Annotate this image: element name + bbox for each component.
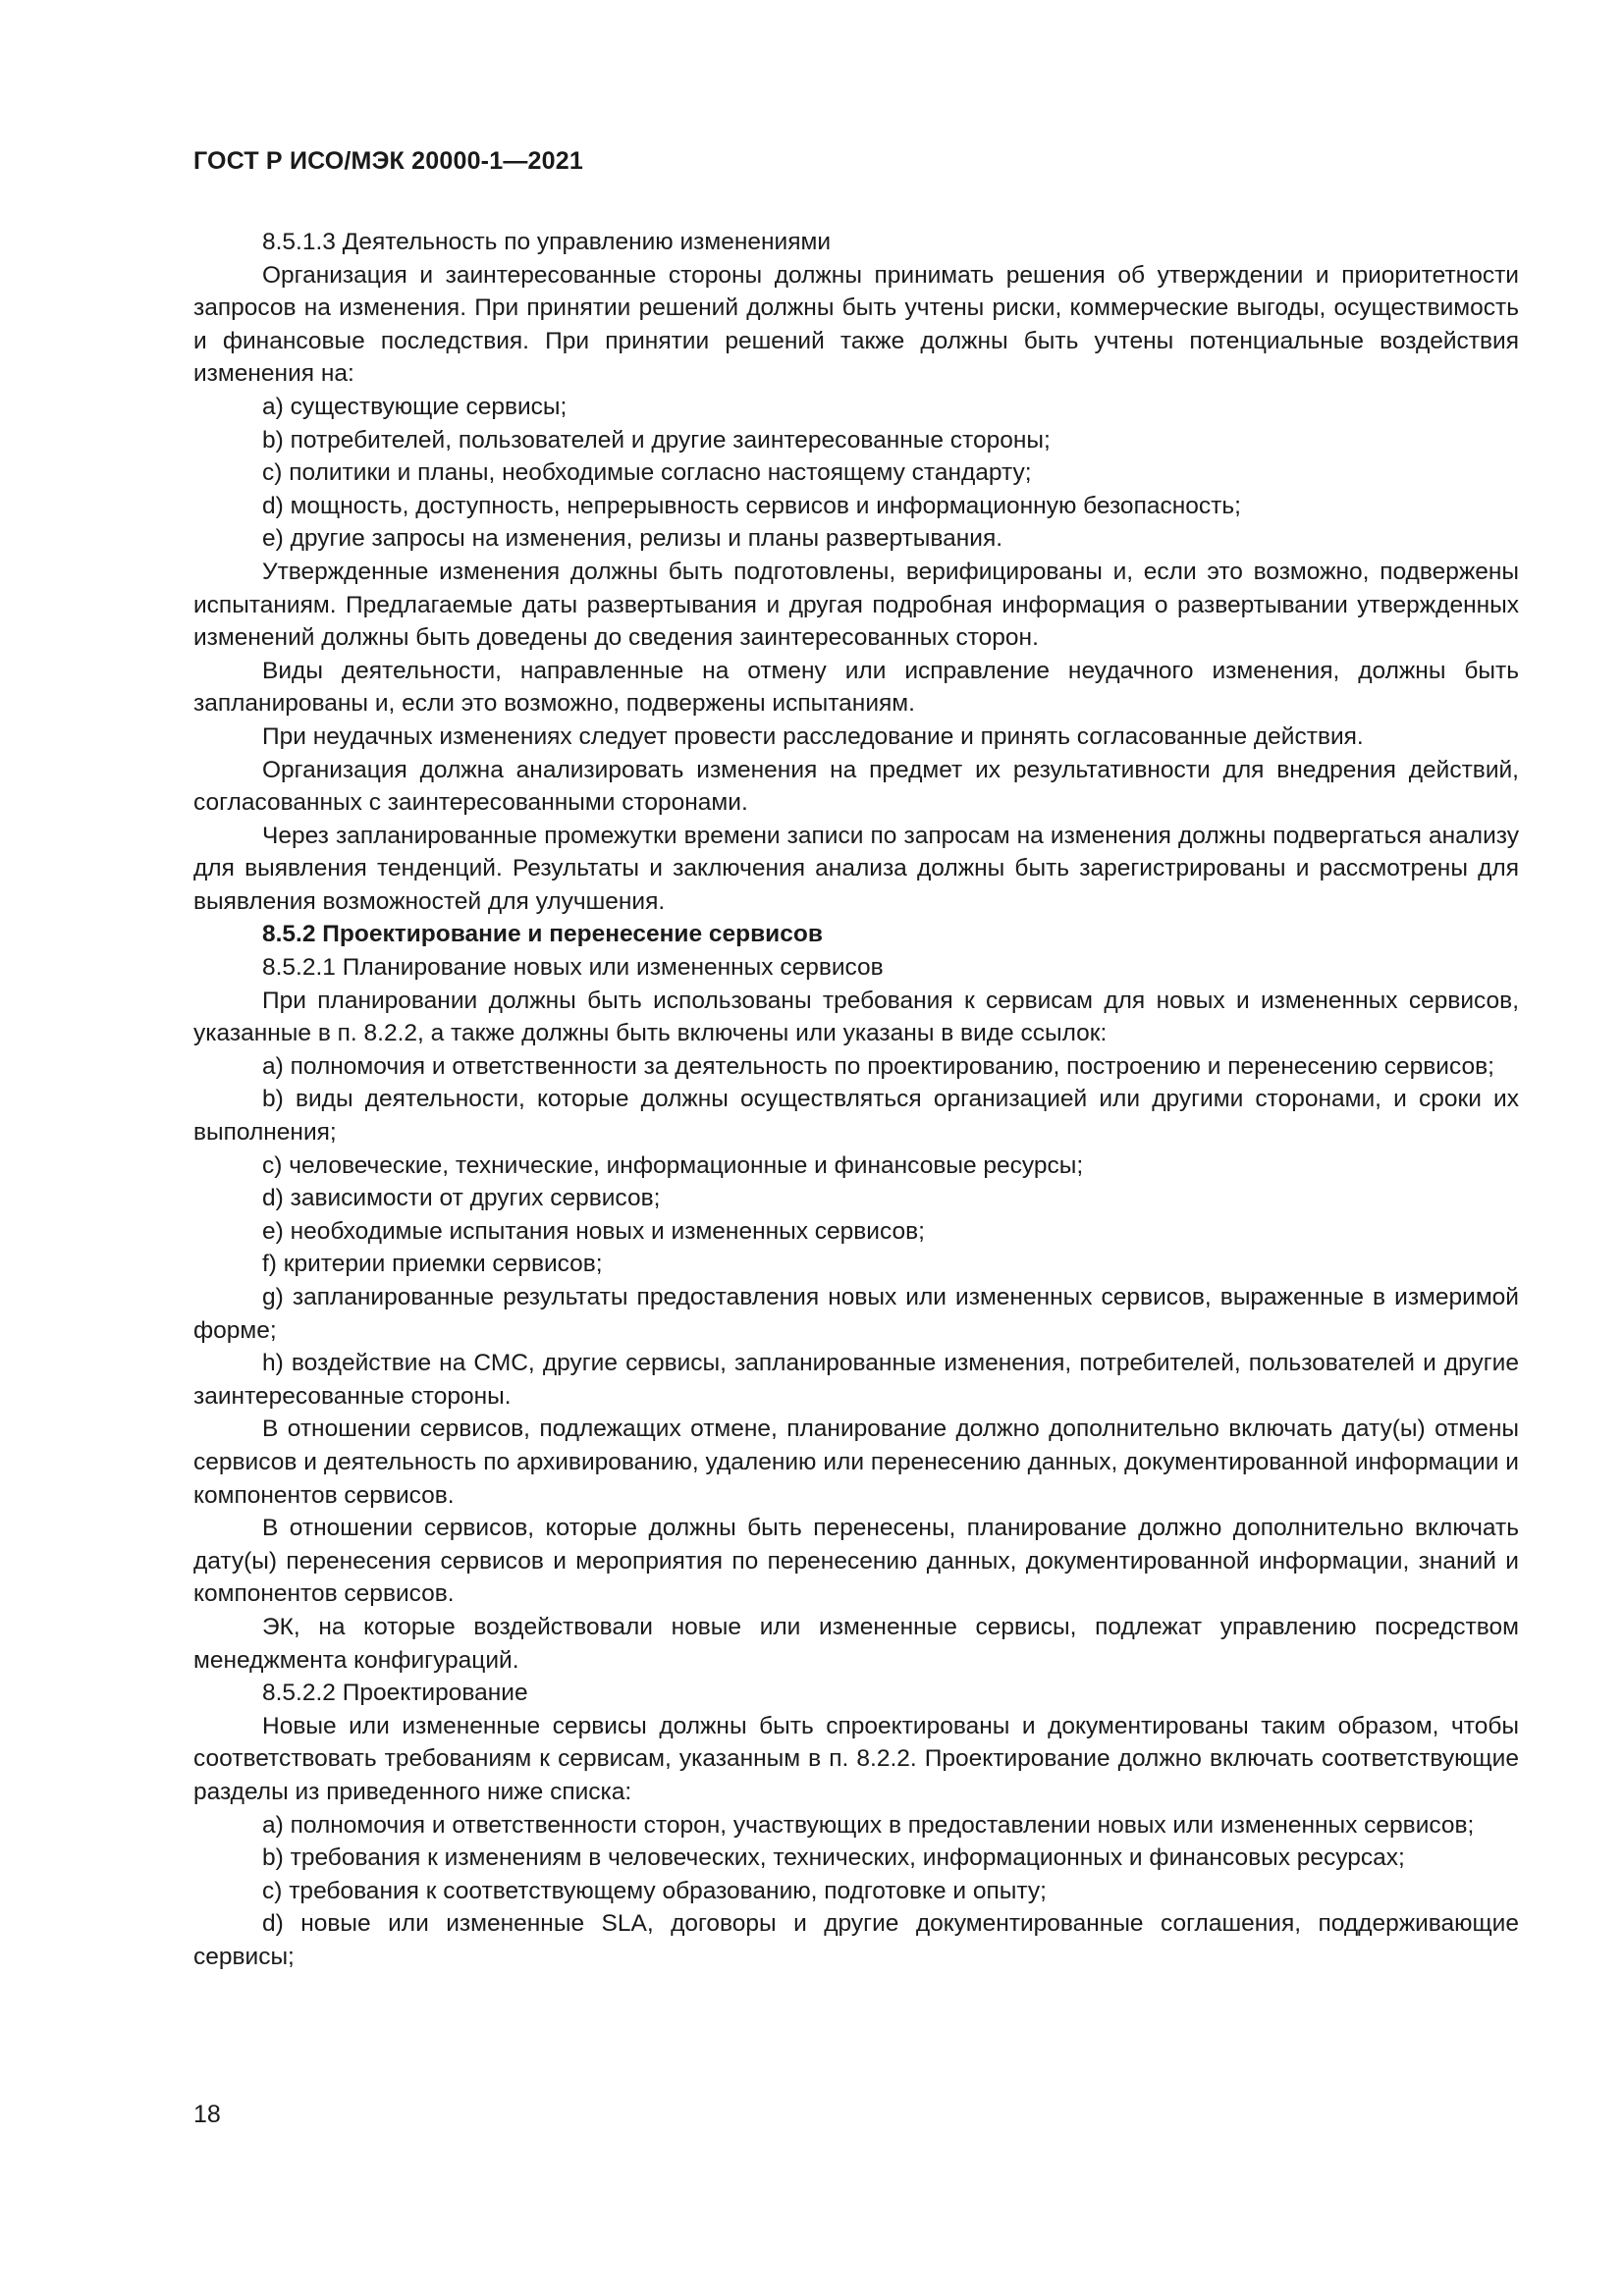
body-paragraph: В отношении сервисов, подлежащих отмене, планирование должно дополнительно включать дату(ы) отмены сервисов и деятельность по архивированию, удалению или перенесению данных, документированной информации и компонентов сервисов. xyxy=(193,1415,1519,1509)
body-paragraph: Организация должна анализировать изменения на предмет их результативности для внедрения действий, согласованных с заинтересованными сторонами. xyxy=(193,756,1519,817)
body-paragraph: d) зависимости от других сервисов; xyxy=(262,1185,661,1212)
section-heading: 8.5.2 Проектирование и перенесение сервисов xyxy=(262,921,823,948)
document-header: ГОСТ Р ИСО/МЭК 20000-1—2021 xyxy=(193,147,583,175)
body-paragraph: e) другие запросы на изменения, релизы и планы развертывания. xyxy=(262,525,1003,553)
body-paragraph: В отношении сервисов, которые должны быть перенесены, планирование должно дополнительно включать дату(ы) перенесения сервисов и мероприятия по перенесению данных, документированной информации, знаний и компонентов сервисов. xyxy=(193,1515,1519,1608)
body-paragraph: c) человеческие, технические, информационные и финансовые ресурсы; xyxy=(262,1151,1084,1179)
body-paragraph: Виды деятельности, направленные на отмену или исправление неудачного изменения, должны быть запланированы и, если это возможно, подвержены испытаниям. xyxy=(193,657,1519,718)
body-paragraph: e) необходимые испытания новых и измененных сервисов; xyxy=(262,1217,925,1245)
body-paragraph: g) запланированные результаты предоставления новых или измененных сервисов, выраженные в измеримой форме; xyxy=(193,1284,1519,1344)
body-paragraph: Утвержденные изменения должны быть подготовлены, верифицированы и, если это возможно, подвержены испытаниям. Предлагаемые даты развертывания и другая подробная информация о развертывании утвержденных изменений должны быть доведены до сведения заинтересованных сторон. xyxy=(193,558,1519,652)
body-paragraph: f) критерии приемки сервисов; xyxy=(262,1251,603,1278)
body-paragraph: 8.5.2.1 Планирование новых или измененных сервисов xyxy=(262,954,884,982)
body-paragraph: Через запланированные промежутки времени записи по запросам на изменения должны подвергаться анализу для выявления тенденций. Результаты и заключения анализа должны быть зарегистрированы и рассмотрены для выявления возможностей для улучшения. xyxy=(193,822,1519,915)
body-paragraph: Новые или измененные сервисы должны быть спроектированы и документированы таким образом, чтобы соответствовать требованиям к сервисам, указанным в п. 8.2.2. Проектирование должно включать соответствующие разделы из приведенного ниже списка: xyxy=(193,1712,1519,1805)
document-body xyxy=(193,226,1519,1973)
body-paragraph: b) потребителей, пользователей и другие заинтересованные стороны; xyxy=(262,426,1051,454)
body-paragraph: b) виды деятельности, которые должны осуществляться организацией или другими сторонами, и сроки их выполнения; xyxy=(193,1086,1519,1147)
body-paragraph: h) воздействие на СМС, другие сервисы, запланированные изменения, потребителей, пользователей и другие заинтересованные стороны. xyxy=(193,1350,1519,1410)
body-paragraph: d) мощность, доступность, непрерывность сервисов и информационную безопасность; xyxy=(262,492,1241,519)
body-paragraph: d) новые или измененные SLA, договоры и другие документированные соглашения, поддерживающие сервисы; xyxy=(193,1910,1519,1970)
body-paragraph: 8.5.2.2 Проектирование xyxy=(262,1680,528,1707)
body-paragraph: а) существующие сервисы; xyxy=(262,393,568,420)
body-paragraph: При планировании должны быть использованы требования к сервисам для новых и измененных сервисов, указанные в п. 8.2.2, а также должны быть включены или указаны в виде ссылок: xyxy=(193,987,1519,1047)
body-paragraph: c) требования к соответствующему образованию, подготовке и опыту; xyxy=(262,1877,1047,1904)
body-paragraph: При неудачных изменениях следует провести расследование и принять согласованные действия. xyxy=(262,722,1364,750)
body-paragraph: c) политики и планы, необходимые согласно настоящему стандарту; xyxy=(262,459,1032,487)
body-paragraph: a) полномочия и ответственности сторон, участвующих в предоставлении новых или измененных сервисов; xyxy=(262,1811,1475,1839)
body-paragraph: Организация и заинтересованные стороны должны принимать решения об утверждении и приоритетности запросов на изменения. При принятии решений должны быть учтены риски, коммерческие выгоды, осуществимость и финансовые последствия. При принятии решений также должны быть учтены потенциальные воздействия изменения на: xyxy=(193,261,1519,388)
body-paragraph: 8.5.1.3 Деятельность по управлению изменениями xyxy=(262,229,832,255)
page-number: 18 xyxy=(193,2101,221,2128)
body-paragraph: a) полномочия и ответственности за деятельность по проектированию, построению и перенесению сервисов; xyxy=(262,1052,1494,1080)
body-paragraph: b) требования к изменениям в человеческих, технических, информационных и финансовых ресурсах; xyxy=(262,1844,1405,1872)
body-paragraph: ЭК, на которые воздействовали новые или измененные сервисы, подлежат управлению посредством менеджмента конфигураций. xyxy=(193,1613,1519,1674)
